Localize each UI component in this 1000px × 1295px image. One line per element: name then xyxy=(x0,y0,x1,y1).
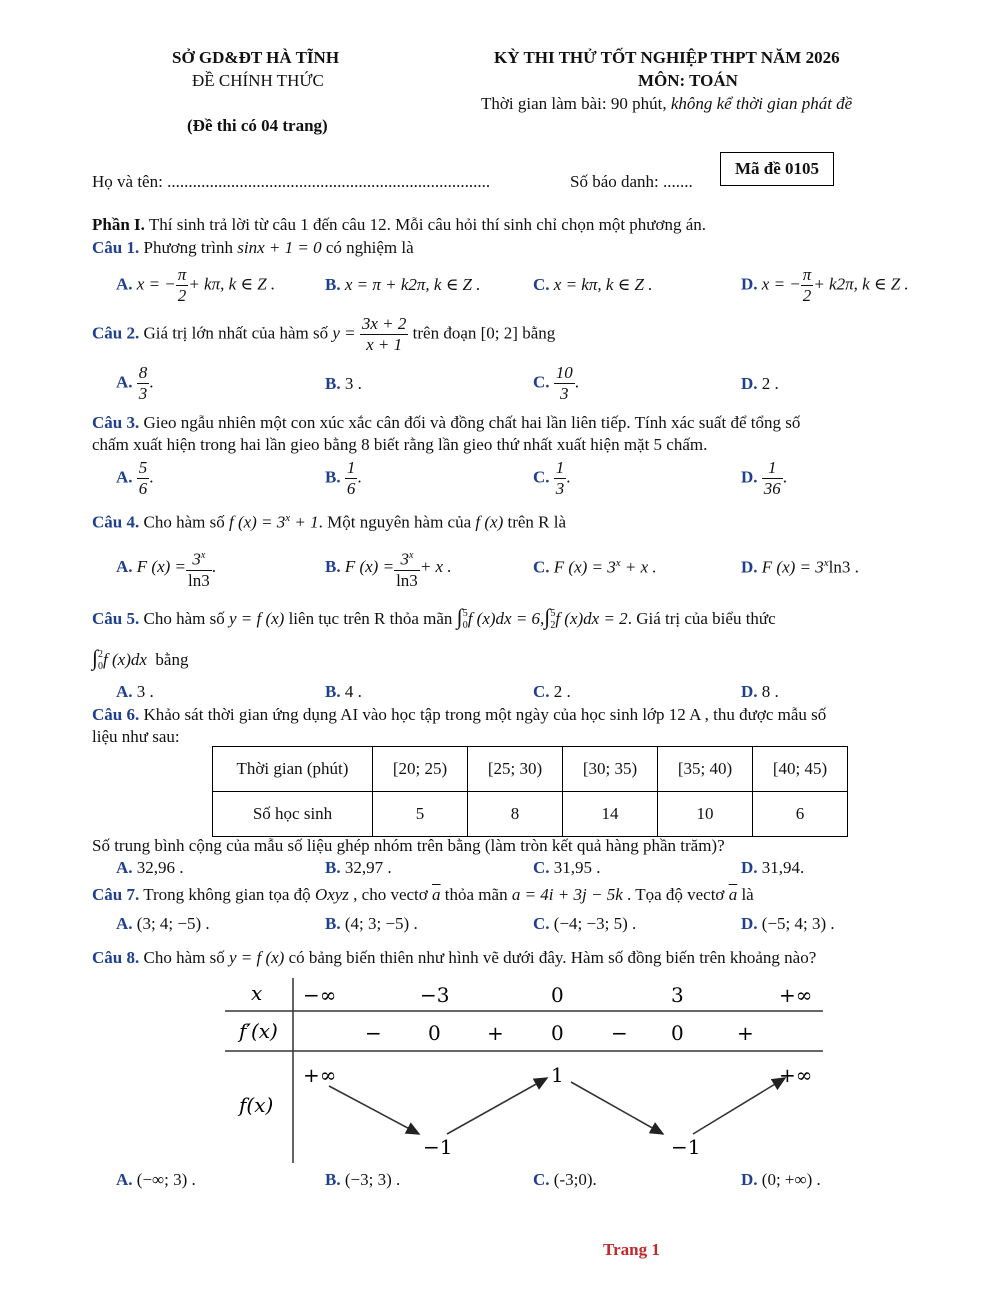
org-name: SỞ GD&ĐT HÀ TĨNH xyxy=(172,48,340,67)
q7-mid2: thỏa mãn xyxy=(444,885,508,904)
q2-tail: bằng xyxy=(522,323,556,343)
opt-letter: A. xyxy=(116,274,133,294)
frac-num: 5 xyxy=(138,458,148,477)
opt-letter: B. xyxy=(325,858,341,877)
opt-text: 3 . xyxy=(136,682,154,701)
q4-fx: f (x) = 3 xyxy=(228,512,286,532)
vt-sign: − xyxy=(365,1021,382,1045)
exam-title: KỲ THI THỬ TỐT NGHIỆP THPT NĂM 2026 xyxy=(494,48,840,67)
table-cell: Thời gian (phút) xyxy=(213,747,373,792)
q4-mid: . Một nguyên hàm của xyxy=(318,512,472,532)
int-lower: 0 xyxy=(98,661,104,673)
vt-f-value: 1 xyxy=(551,1063,564,1087)
q6-option-a xyxy=(116,858,184,878)
vector-a: $\overline{a}$ xyxy=(728,885,738,904)
opt-text: F (x) = 3 xyxy=(761,557,824,577)
vt-sign: 0 xyxy=(671,1021,684,1045)
q5-option-c xyxy=(533,682,571,702)
q2-option-d xyxy=(741,374,779,394)
q6-option-d xyxy=(741,858,804,878)
q3-option-d: D. $\frac{1}{36}$ . xyxy=(741,458,788,498)
vt-arrow-up xyxy=(447,1078,547,1134)
int-lower: 2 xyxy=(550,620,556,632)
q4-fx2: f (x) xyxy=(475,512,504,532)
q1-label: Câu 1. xyxy=(92,238,140,257)
variation-table xyxy=(225,978,825,1168)
q3-stem xyxy=(92,413,800,433)
q6-line1: Khảo sát thời gian ứng dụng AI vào học tập trong một ngày của học sinh lớp 12 A , thu được mẫu số xyxy=(143,705,827,724)
int-upper: 5 xyxy=(462,608,468,620)
part1-instruction xyxy=(92,215,706,235)
q7-tail2: là xyxy=(741,885,754,904)
frac-num: π xyxy=(177,265,187,284)
opt-letter: A. xyxy=(116,1170,133,1189)
opt-letter: B. xyxy=(325,557,341,577)
q6-label: Câu 6. xyxy=(92,705,140,724)
frac-num: 10 xyxy=(555,363,573,382)
q7-label: Câu 7. xyxy=(92,885,140,904)
table-cell: [40; 45) xyxy=(753,747,848,792)
subject-label: MÔN: TOÁN xyxy=(638,71,738,90)
q7-stem xyxy=(92,885,754,905)
frac-den: x + 1 xyxy=(366,335,403,354)
vector-a: $\overline{a}$ xyxy=(432,885,441,904)
name-field: Họ và tên: ............................................................................ xyxy=(92,172,491,191)
table-cell: [20; 25) xyxy=(373,747,468,792)
q2-tail: trên đoạn xyxy=(412,323,477,343)
q1-option-c xyxy=(533,275,652,295)
opt-letter: D. xyxy=(741,682,758,701)
opt-text: + k2π, k ∈ Z . xyxy=(813,274,909,294)
vt-sign: 0 xyxy=(551,1021,564,1045)
exam-code-box: Mã đề 0105 xyxy=(720,152,834,186)
q2-option-c: C. $\frac{10}{3}$ . xyxy=(533,363,580,403)
official-label: ĐỀ CHÍNH THỨC xyxy=(192,71,324,90)
q5-stem-line2 xyxy=(92,645,188,673)
q7-mid: , cho vectơ xyxy=(353,885,428,904)
frac-num: 3 xyxy=(400,549,409,569)
q6-option-b xyxy=(325,858,392,878)
opt-text: 32,96 . xyxy=(136,858,184,877)
vt-x-value: 0 xyxy=(551,983,564,1007)
frac-num: 3x + 2 xyxy=(361,314,407,333)
q1-option-d xyxy=(741,265,909,306)
opt-letter: C. xyxy=(533,1170,550,1189)
q1-eq: sinx + 1 = 0 xyxy=(237,238,322,257)
table-cell: [25; 30) xyxy=(468,747,563,792)
integral-sign: ∫ xyxy=(544,604,551,629)
q7-tail: . Tọa độ vectơ xyxy=(627,885,725,904)
opt-letter: B. xyxy=(325,1170,341,1189)
opt-text: (−5; 4; 3) . xyxy=(761,914,835,933)
pages-note: (Đề thi có 04 trang) xyxy=(187,116,328,135)
q7-option-d xyxy=(741,914,835,934)
q5-tail: bằng xyxy=(155,650,189,669)
opt-text: 2 . xyxy=(553,682,571,701)
q5-yfx: y = f (x) xyxy=(228,609,285,628)
opt-letter: B. xyxy=(325,275,341,294)
opt-text: (-3;0). xyxy=(553,1170,597,1189)
q3-stem-line2: chấm xuất hiện trong hai lần gieo bằng 8 biết rằng lần gieo thứ nhất xuất hiện mặt 5 chấm. xyxy=(92,435,708,454)
opt-text: 2 . xyxy=(761,374,779,393)
q8-yfx: y = f (x) xyxy=(228,948,285,967)
q5-stem xyxy=(92,604,776,632)
q4-fx-tail: + 1 xyxy=(294,512,319,532)
vt-x-value: −∞ xyxy=(303,983,337,1007)
q2-option-a: A. $\frac{8}{3}$ . xyxy=(116,363,154,403)
q1-option-a xyxy=(116,265,275,306)
q8-option-b xyxy=(325,1170,400,1190)
opt-text: 31,94. xyxy=(761,858,805,877)
frac-num: 8 xyxy=(138,363,148,382)
frequency-table xyxy=(212,746,848,837)
vt-f-label: f(x) xyxy=(239,1093,274,1117)
opt-text: ln3 . xyxy=(828,557,859,577)
q3-label: Câu 3. xyxy=(92,413,140,432)
q8-option-a xyxy=(116,1170,196,1190)
opt-letter: A. xyxy=(116,858,133,877)
opt-letter: B. xyxy=(325,914,341,933)
frac-num: 1 xyxy=(346,458,356,477)
int-body: f (x)dx = 2 xyxy=(555,609,628,628)
table-cell: 6 xyxy=(753,792,848,837)
vt-arrow-down xyxy=(329,1086,419,1134)
q8-tail: có bảng biến thiên như hình vẽ dưới đây. Hàm số đồng biến trên khoảng nào? xyxy=(288,948,817,967)
opt-text: (4; 3; −5) . xyxy=(344,914,418,933)
q6-stem xyxy=(92,705,826,725)
q7-option-c xyxy=(533,914,636,934)
q8-stem xyxy=(92,948,816,968)
opt-letter: C. xyxy=(533,275,550,294)
opt-text: (−3; 3) . xyxy=(344,1170,401,1189)
q7-eq: a = 4i + 3j − 5k xyxy=(511,885,623,904)
q2-text: Giá trị lớn nhất của hàm số xyxy=(143,323,329,343)
frac-den: ln3 xyxy=(188,570,210,590)
q8-option-c xyxy=(533,1170,597,1190)
vt-sign: − xyxy=(611,1021,628,1045)
q8-label: Câu 8. xyxy=(92,948,140,967)
q7-option-b xyxy=(325,914,418,934)
q4-tail: trên R là xyxy=(507,512,567,532)
table-row xyxy=(213,792,848,837)
frac-den: 3 xyxy=(138,384,148,403)
int-upper: 2 xyxy=(98,649,104,661)
vt-f-value: +∞ xyxy=(779,1063,813,1087)
opt-text: (−4; −3; 5) . xyxy=(553,914,637,933)
frac-den: 2 xyxy=(802,286,812,305)
frac-num: 1 xyxy=(762,458,783,479)
q3-line1: Gieo ngẫu nhiên một con xúc xắc cân đối và đồng chất hai lần liên tiếp. Tính xác suất để tổng số xyxy=(143,413,801,432)
opt-letter: D. xyxy=(741,557,758,577)
q3-option-a: A. $\frac{5}{6}$ . xyxy=(116,458,154,498)
table-cell: Số học sinh xyxy=(213,792,373,837)
table-cell: 8 xyxy=(468,792,563,837)
opt-text: 32,97 . xyxy=(344,858,392,877)
q2-label: Câu 2. xyxy=(92,323,140,343)
table-cell: 14 xyxy=(563,792,658,837)
part1-text: Thí sinh trả lời từ câu 1 đến câu 12. Mỗi câu hỏi thí sinh chỉ chọn một phương án. xyxy=(144,215,707,234)
q2-interval: [0; 2] xyxy=(480,323,518,343)
opt-sup: x xyxy=(823,557,829,569)
frac-sup: x xyxy=(200,550,206,561)
opt-text: x = − xyxy=(136,274,176,294)
table-cell: [35; 40) xyxy=(658,747,753,792)
opt-letter: C. xyxy=(533,372,550,392)
frac-num: π xyxy=(802,265,812,284)
table-cell: 10 xyxy=(658,792,753,837)
frac-num: 3 xyxy=(192,549,201,569)
opt-text: 31,95 . xyxy=(553,858,601,877)
opt-text: x = π + k2π, k ∈ Z . xyxy=(344,275,481,294)
opt-letter: D. xyxy=(741,467,758,487)
q8-text: Cho hàm số xyxy=(143,948,225,967)
opt-text: + x . xyxy=(624,557,657,577)
opt-letter: D. xyxy=(741,274,758,294)
opt-text: x = kπ, k ∈ Z . xyxy=(553,275,653,294)
time-note xyxy=(481,94,852,114)
opt-text: + kπ, k ∈ Z . xyxy=(188,274,276,294)
opt-text: F (x) = 3 xyxy=(553,557,616,577)
vt-x-value: −3 xyxy=(420,983,450,1007)
time-italic: không kể thời gian phát đề xyxy=(670,94,853,113)
integral-1 xyxy=(456,604,545,632)
q2-y: y = xyxy=(332,323,356,343)
q4-option-a: A. F (x) = $\frac{3^x}{\ln 3}$ . xyxy=(116,546,216,591)
frac-num: 1 xyxy=(555,458,565,477)
table-row xyxy=(213,747,848,792)
q4-text: Cho hàm số xyxy=(143,512,225,532)
opt-text: x = − xyxy=(761,274,801,294)
q5-label: Câu 5. xyxy=(92,609,140,628)
q5-text: Cho hàm số xyxy=(143,609,225,628)
q4-sup: x xyxy=(285,512,291,524)
q3-option-c: C. $\frac{1}{3}$ . xyxy=(533,458,571,498)
table-cell: [30; 35) xyxy=(563,747,658,792)
frac-sup: x xyxy=(408,550,414,561)
vt-fp-label: f′(x) xyxy=(239,1019,278,1043)
opt-letter: D. xyxy=(741,858,758,877)
opt-text: 3 . xyxy=(344,374,362,393)
frac-den: 6 xyxy=(346,479,356,498)
time-normal: Thời gian làm bài: 90 phút, xyxy=(481,94,671,113)
q4-option-b xyxy=(325,546,452,591)
q2-stem xyxy=(92,314,555,355)
int-body: f (x)dx xyxy=(103,650,147,669)
vt-arrow-down xyxy=(571,1082,663,1134)
q1-tail: có nghiệm là xyxy=(325,238,414,257)
q8-option-d xyxy=(741,1170,821,1190)
frac-den: 6 xyxy=(138,479,148,498)
opt-letter: C. xyxy=(533,858,550,877)
frac-den: 3 xyxy=(555,479,565,498)
vt-x-value: 3 xyxy=(671,983,684,1007)
opt-sup: x xyxy=(615,557,621,569)
opt-letter: C. xyxy=(533,682,550,701)
opt-letter: D. xyxy=(741,374,758,393)
vt-f-value: +∞ xyxy=(303,1063,337,1087)
opt-letter: D. xyxy=(741,914,758,933)
q4-label: Câu 4. xyxy=(92,512,140,532)
vt-x-value: +∞ xyxy=(779,983,813,1007)
q6-option-c xyxy=(533,858,601,878)
q5-option-d xyxy=(741,682,779,702)
frac-den: 3 xyxy=(560,384,569,403)
vt-x-label: x xyxy=(251,981,263,1005)
opt-letter: B. xyxy=(325,467,341,487)
opt-letter: B. xyxy=(325,682,341,701)
opt-letter: A. xyxy=(116,682,133,701)
vt-f-value: −1 xyxy=(423,1135,453,1159)
q6-question: Số trung bình cộng của mẫu số liệu ghép nhóm trên bằng (làm tròn kết quả hàng phần trăm)? xyxy=(92,836,725,855)
vt-f-value: −1 xyxy=(671,1135,701,1159)
q7-text: Trong không gian tọa độ xyxy=(143,885,311,904)
opt-text: 4 . xyxy=(344,682,362,701)
int-upper: 5 xyxy=(550,608,556,620)
q1-text: Phương trình xyxy=(143,238,233,257)
frac-den: ln3 xyxy=(396,570,418,590)
opt-text: (−∞; 3) . xyxy=(136,1170,196,1189)
table-cell: 5 xyxy=(373,792,468,837)
q5-mid: liên tục trên R thỏa mãn xyxy=(288,609,453,628)
frac-den: 36 xyxy=(763,479,781,498)
opt-letter: A. xyxy=(116,557,133,577)
opt-letter: A. xyxy=(116,467,133,487)
opt-letter: D. xyxy=(741,1170,758,1189)
q4-stem xyxy=(92,512,566,533)
q5-tail: . Giá trị của biểu thức xyxy=(627,609,776,628)
opt-letter: C. xyxy=(533,467,550,487)
q6-stem-line2: liệu như sau: xyxy=(92,727,180,746)
vt-arrow-up xyxy=(693,1078,785,1134)
opt-letter: C. xyxy=(533,914,550,933)
integral-sign: ∫ xyxy=(92,645,99,670)
int-lower: 0 xyxy=(462,620,468,632)
opt-text: + x . xyxy=(419,557,452,577)
int-body: f (x)dx = 6, xyxy=(467,609,545,628)
opt-text: (3; 4; −5) . xyxy=(136,914,210,933)
integral-sign: ∫ xyxy=(456,604,463,629)
q2-option-b xyxy=(325,374,362,394)
frac-den: 2 xyxy=(177,286,187,305)
q7-option-a xyxy=(116,914,210,934)
opt-letter: A. xyxy=(116,372,133,392)
q1-stem xyxy=(92,238,414,258)
integral-2 xyxy=(544,604,628,632)
part1-label: Phần I. xyxy=(92,215,145,234)
q4-option-c xyxy=(533,557,657,578)
opt-text: 8 . xyxy=(761,682,779,701)
vt-sign: + xyxy=(487,1021,504,1045)
q7-oxyz: Oxyz xyxy=(314,885,349,904)
q4-option-d xyxy=(741,557,859,578)
opt-text: F (x) = xyxy=(344,557,395,577)
opt-letter: A. xyxy=(116,914,133,933)
q1-option-b xyxy=(325,275,481,295)
vt-sign: 0 xyxy=(428,1021,441,1045)
opt-letter: C. xyxy=(533,557,550,577)
q5-option-b xyxy=(325,682,362,702)
opt-text: F (x) = xyxy=(136,557,187,577)
opt-text: (0; +∞) . xyxy=(761,1170,821,1189)
student-id-field: Số báo danh: ....... xyxy=(570,172,693,191)
q5-option-a xyxy=(116,682,154,702)
vt-sign: + xyxy=(737,1021,754,1045)
q3-option-b: B. $\frac{1}{6}$ . xyxy=(325,458,362,498)
page-number: Trang 1 xyxy=(603,1240,660,1259)
opt-letter: B. xyxy=(325,374,341,393)
